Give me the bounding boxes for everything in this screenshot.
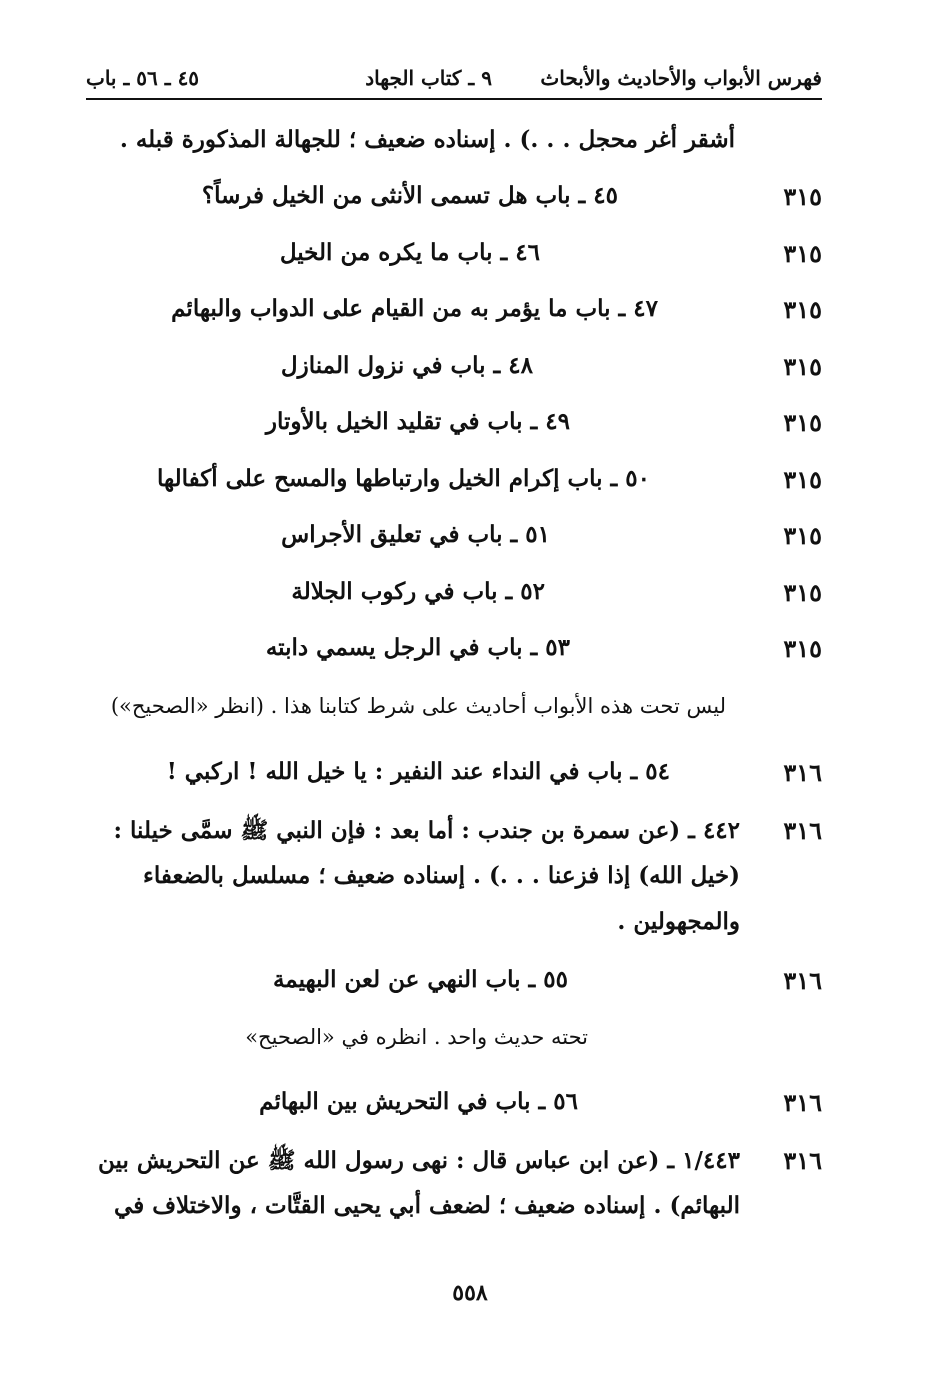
hadith-text-line: البهائم) . إسناده ضعيف ؛ لضعف أبي يحيى القتَّات ، والاختلاف في <box>114 1192 740 1219</box>
header-chapter: ٩ ـ كتاب الجهاد <box>365 66 492 90</box>
entry-title: ٥٣ ـ باب في الرجل يسمي دابته <box>265 634 570 661</box>
entry-title: ٥٦ ـ باب في التحريش بين البهائم <box>259 1088 578 1115</box>
entry-title: ٥٥ ـ باب النهي عن لعن البهيمة <box>272 966 568 993</box>
entry-page-ref: ٣١٥ <box>783 578 822 607</box>
entry-page-ref: ٣١٥ <box>783 352 822 381</box>
hadith-text-line: ٤٤٢ ـ (عن سمرة بن جندب : أما بعد : فإن النبي ﷺ سمَّى خيلنا : <box>113 817 740 844</box>
entry-page-ref: ٣١٥ <box>783 408 822 437</box>
entry-page-ref: ٣١٥ <box>783 634 822 663</box>
hadith-text-line: ١/٤٤٣ ـ (عن ابن عباس قال : نهى رسول الله ﷺ عن التحريش بين <box>98 1147 740 1174</box>
continuation-text: أشقر أغر محجل . . .) . إسناده ضعيف ؛ للجهالة المذكورة قبله . <box>119 126 735 153</box>
entry-page-ref: ٣١٦ <box>783 966 822 995</box>
hadith-text-line: والمجهولين . <box>617 908 740 935</box>
entry-title: ٤٧ ـ باب ما يؤمر به من القيام على الدواب والبهائم <box>171 295 658 322</box>
entry-page-ref: ٣١٥ <box>783 465 822 494</box>
entry-page-ref: ٣١٦ <box>783 758 822 787</box>
entry-title: ٥٢ ـ باب في ركوب الجلالة <box>291 578 545 605</box>
entry-title: ٤٨ ـ باب في نزول المنازل <box>280 352 533 379</box>
entry-title: ٥٤ ـ باب في النداء عند النفير : يا خيل الله ! اركبي ! <box>166 758 670 785</box>
section-note: ليس تحت هذه الأبواب أحاديث على شرط كتابنا هذا . (انظر «الصحيح») <box>110 694 726 718</box>
entry-page-ref: ٣١٥ <box>783 295 822 324</box>
entry-title: ٥١ ـ باب في تعليق الأجراس <box>281 521 550 548</box>
entry-page-ref: ٣١٥ <box>783 182 822 211</box>
entry-page-ref: ٣١٦ <box>783 1088 822 1117</box>
entry-title: ٤٩ ـ باب في تقليد الخيل بالأوتار <box>265 408 570 435</box>
page-number: ٥٥٨ <box>452 1280 488 1306</box>
entry-page-ref: ٣١٥ <box>783 239 822 268</box>
hadith-text-line: (خيل الله) إذا فزعنا . . .) . إسناده ضعيف ؛ مسلسل بالضعفاء <box>143 862 740 889</box>
entry-title: ٤٥ ـ باب هل تسمى الأنثى من الخيل فرساً؟ <box>201 182 618 209</box>
hadith-page-ref: ٣١٦ <box>783 1146 822 1175</box>
hadith-page-ref: ٣١٦ <box>783 816 822 845</box>
entry-title: ٥٠ ـ باب إكرام الخيل وارتباطها والمسح على أكفالها <box>157 465 650 492</box>
section-note: تحته حديث واحد . انظره في «الصحيح» <box>245 1025 588 1049</box>
running-header <box>86 62 822 100</box>
header-book-section: فهرس الأبواب والأحاديث والأبحاث <box>540 66 822 90</box>
entry-title: ٤٦ ـ باب ما يكره من الخيل <box>279 239 540 266</box>
entry-page-ref: ٣١٥ <box>783 521 822 550</box>
header-range: ٤٥ ـ ٥٦ ـ باب <box>86 66 200 90</box>
